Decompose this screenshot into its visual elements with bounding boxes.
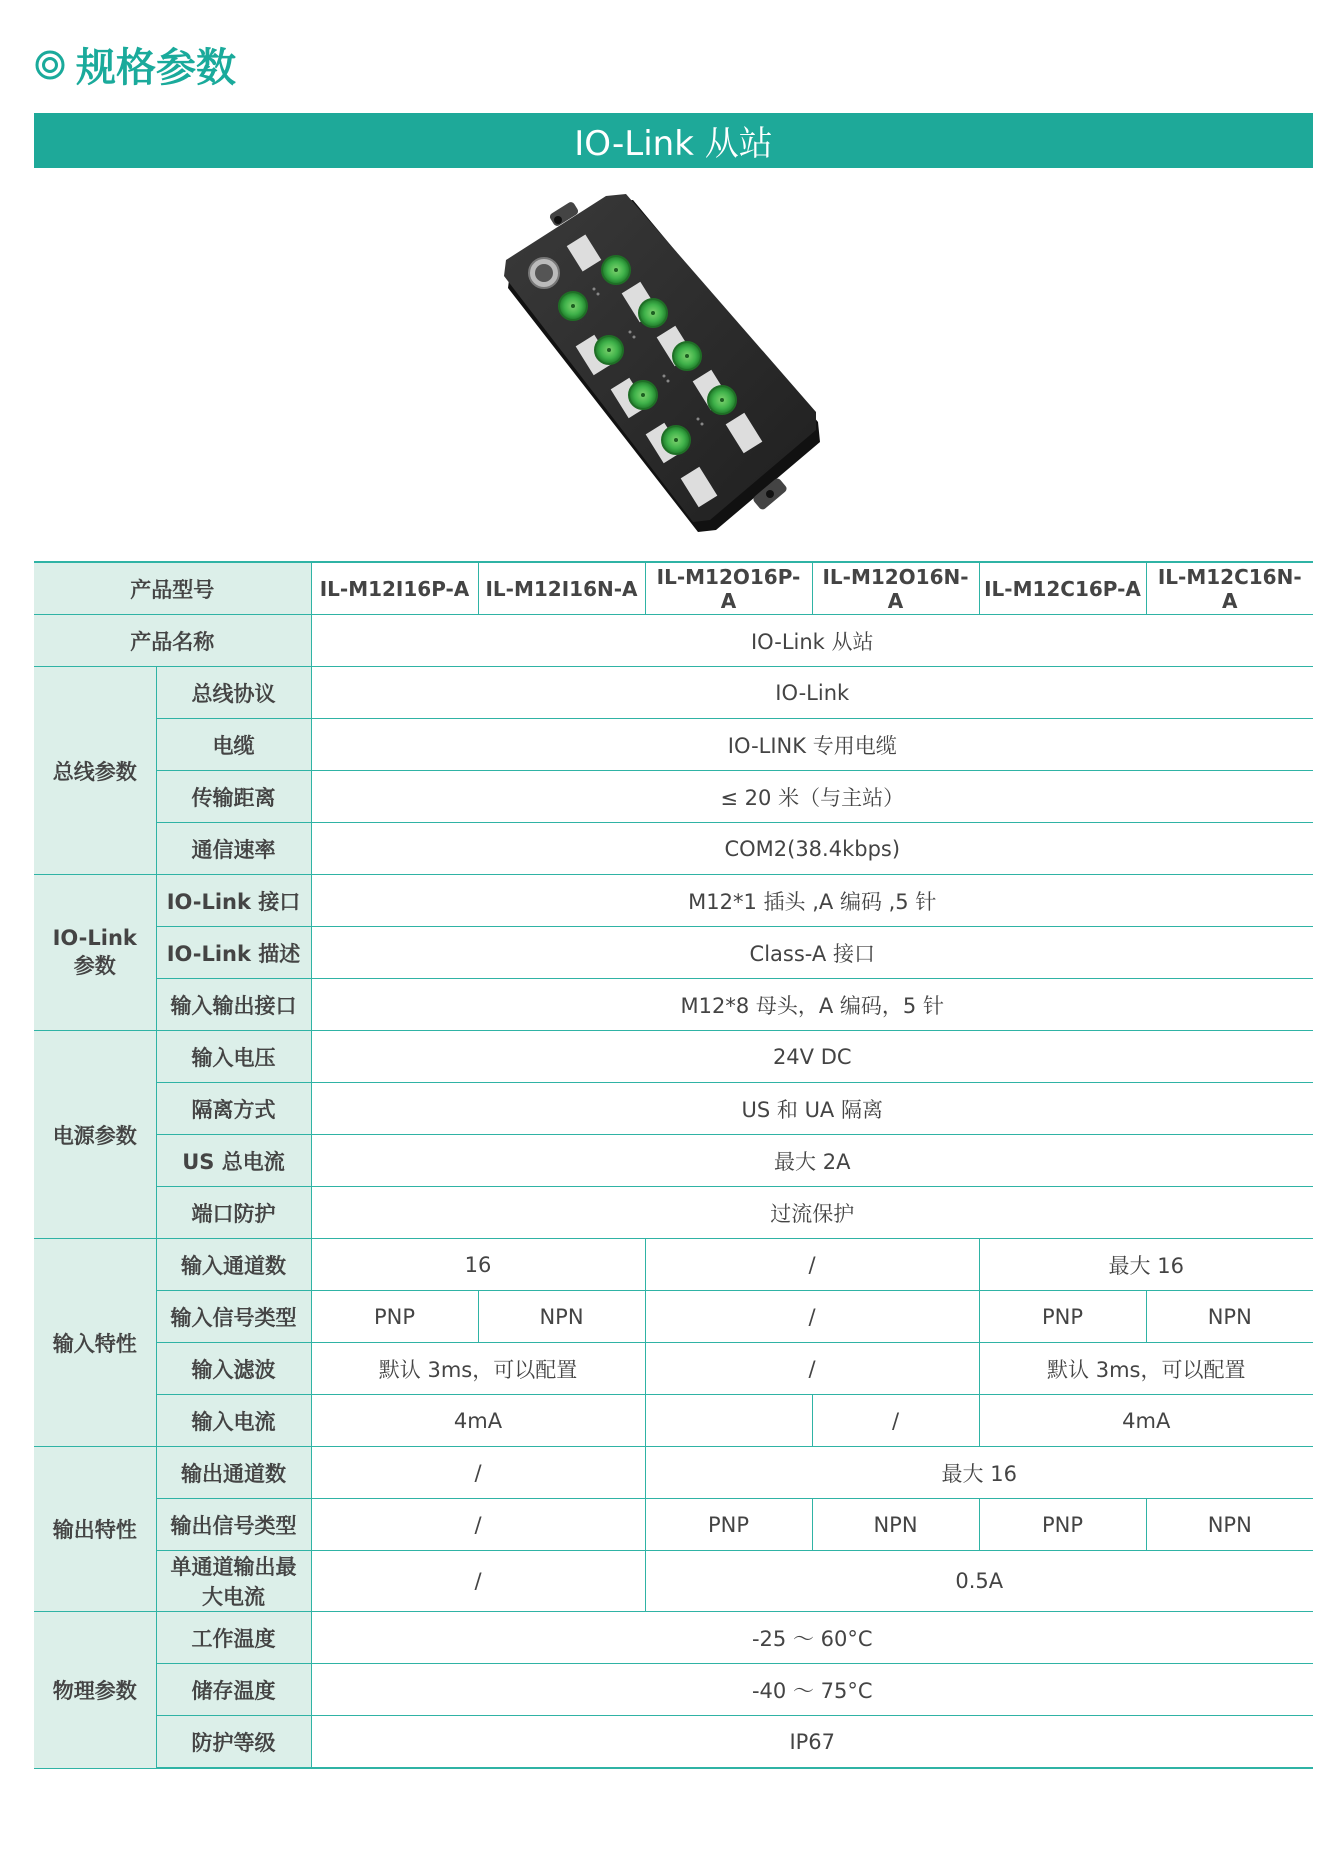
row-value: -40 ～ 75°C bbox=[311, 1664, 1313, 1716]
row-value: / bbox=[311, 1447, 645, 1499]
model-cell: IL-M12C16P-A bbox=[979, 562, 1146, 615]
row-value: US 和 UA 隔离 bbox=[311, 1083, 1313, 1135]
row-value bbox=[645, 1395, 812, 1447]
row-label: 传输距离 bbox=[156, 771, 311, 823]
row-label: 输入滤波 bbox=[156, 1343, 311, 1395]
row-label: 总线协议 bbox=[156, 667, 311, 719]
row-label: 输出通道数 bbox=[156, 1447, 311, 1499]
row-work-temp bbox=[34, 1612, 1313, 1664]
row-iolink-description bbox=[34, 927, 1313, 979]
row-value: 最大 16 bbox=[979, 1239, 1313, 1291]
spec-table bbox=[34, 561, 1313, 1769]
row-label: 输入输出接口 bbox=[156, 979, 311, 1031]
row-value: 过流保护 bbox=[311, 1187, 1313, 1239]
row-label: US 总电流 bbox=[156, 1135, 311, 1187]
row-label: 输入通道数 bbox=[156, 1239, 311, 1291]
row-label: 电缆 bbox=[156, 719, 311, 771]
row-value: NPN bbox=[1146, 1499, 1313, 1551]
group-iolink bbox=[34, 875, 156, 1031]
row-io-interface bbox=[34, 979, 1313, 1031]
model-label: 产品型号 bbox=[34, 562, 311, 615]
row-value: / bbox=[311, 1499, 645, 1551]
row-output-channels bbox=[34, 1447, 1313, 1499]
model-cell: IL-M12I16N-A bbox=[478, 562, 645, 615]
product-banner bbox=[34, 113, 1313, 168]
group-iolink-line1: IO-Link bbox=[52, 925, 137, 950]
row-value: Class-A 接口 bbox=[311, 927, 1313, 979]
row-value: / bbox=[812, 1395, 979, 1447]
row-value: 24V DC bbox=[311, 1031, 1313, 1083]
max-current-label-line2: 大电流 bbox=[202, 1585, 265, 1609]
row-protection-class bbox=[34, 1716, 1313, 1769]
group-bus: 总线参数 bbox=[34, 667, 156, 875]
row-value: / bbox=[645, 1343, 979, 1395]
row-product-name bbox=[34, 615, 1313, 667]
row-value: 最大 16 bbox=[645, 1447, 1313, 1499]
group-power: 电源参数 bbox=[34, 1031, 156, 1239]
row-iolink-interface bbox=[34, 875, 1313, 927]
row-value: -25 ～ 60°C bbox=[311, 1612, 1313, 1664]
row-input-current bbox=[34, 1395, 1313, 1447]
row-value: PNP bbox=[979, 1499, 1146, 1551]
row-port-protection bbox=[34, 1187, 1313, 1239]
row-output-max-current bbox=[34, 1551, 1313, 1612]
row-label bbox=[156, 1551, 311, 1612]
row-label: 通信速率 bbox=[156, 823, 311, 875]
row-isolation bbox=[34, 1083, 1313, 1135]
row-distance bbox=[34, 771, 1313, 823]
row-label: 防护等级 bbox=[156, 1716, 311, 1769]
row-value: 最大 2A bbox=[311, 1135, 1313, 1187]
row-value: PNP bbox=[311, 1291, 478, 1343]
row-input-filter bbox=[34, 1343, 1313, 1395]
model-cell: IL-M12C16N-A bbox=[1146, 562, 1313, 615]
row-input-channels bbox=[34, 1239, 1313, 1291]
row-label: 隔离方式 bbox=[156, 1083, 311, 1135]
row-input-voltage bbox=[34, 1031, 1313, 1083]
group-physical: 物理参数 bbox=[34, 1612, 156, 1769]
row-value: PNP bbox=[979, 1291, 1146, 1343]
group-input: 输入特性 bbox=[34, 1239, 156, 1447]
model-cell: IL-M12O16P-A bbox=[645, 562, 812, 615]
max-current-label-line1: 单通道输出最 bbox=[170, 1555, 297, 1579]
product-name-value: IO-Link 从站 bbox=[311, 615, 1313, 667]
row-value: COM2(38.4kbps) bbox=[311, 823, 1313, 875]
row-value: IO-Link bbox=[311, 667, 1313, 719]
row-label: IO-Link 描述 bbox=[156, 927, 311, 979]
row-label: 输入电压 bbox=[156, 1031, 311, 1083]
row-value: 0.5A bbox=[645, 1551, 1313, 1612]
group-output: 输出特性 bbox=[34, 1447, 156, 1612]
model-cell: IL-M12O16N-A bbox=[812, 562, 979, 615]
row-value: ≤ 20 米（与主站） bbox=[311, 771, 1313, 823]
row-value: IP67 bbox=[311, 1716, 1313, 1769]
row-label: 端口防护 bbox=[156, 1187, 311, 1239]
row-value: / bbox=[645, 1291, 979, 1343]
row-value: 4mA bbox=[979, 1395, 1313, 1447]
banner-title: IO-Link 从站 bbox=[574, 124, 773, 164]
row-value: / bbox=[645, 1239, 979, 1291]
double-circle-icon bbox=[34, 49, 66, 81]
row-rate bbox=[34, 823, 1313, 875]
io-link-device-illustration bbox=[490, 190, 830, 540]
product-name-label: 产品名称 bbox=[34, 615, 311, 667]
row-model bbox=[34, 562, 1313, 615]
section-title bbox=[34, 36, 236, 93]
row-us-current bbox=[34, 1135, 1313, 1187]
row-value: IO-LINK 专用电缆 bbox=[311, 719, 1313, 771]
row-input-signal bbox=[34, 1291, 1313, 1343]
row-value: / bbox=[311, 1551, 645, 1612]
row-value: 4mA bbox=[311, 1395, 645, 1447]
row-label: 储存温度 bbox=[156, 1664, 311, 1716]
row-value: M12*1 插头 ,A 编码 ,5 针 bbox=[311, 875, 1313, 927]
group-iolink-line2: 参数 bbox=[73, 953, 116, 978]
row-label: 输入电流 bbox=[156, 1395, 311, 1447]
row-output-signal bbox=[34, 1499, 1313, 1551]
row-value: 默认 3ms，可以配置 bbox=[311, 1343, 645, 1395]
product-photo bbox=[490, 190, 830, 540]
row-value: 默认 3ms，可以配置 bbox=[979, 1343, 1313, 1395]
row-value: PNP bbox=[645, 1499, 812, 1551]
row-label: 输出信号类型 bbox=[156, 1499, 311, 1551]
row-label: 输入信号类型 bbox=[156, 1291, 311, 1343]
row-value: NPN bbox=[1146, 1291, 1313, 1343]
row-cable bbox=[34, 719, 1313, 771]
row-value: 16 bbox=[311, 1239, 645, 1291]
row-value: NPN bbox=[812, 1499, 979, 1551]
row-value: NPN bbox=[478, 1291, 645, 1343]
row-label: IO-Link 接口 bbox=[156, 875, 311, 927]
row-label: 工作温度 bbox=[156, 1612, 311, 1664]
row-bus-protocol bbox=[34, 667, 1313, 719]
model-cell: IL-M12I16P-A bbox=[311, 562, 478, 615]
section-title-text: 规格参数 bbox=[76, 45, 236, 91]
row-storage-temp bbox=[34, 1664, 1313, 1716]
row-value: M12*8 母头，A 编码，5 针 bbox=[311, 979, 1313, 1031]
